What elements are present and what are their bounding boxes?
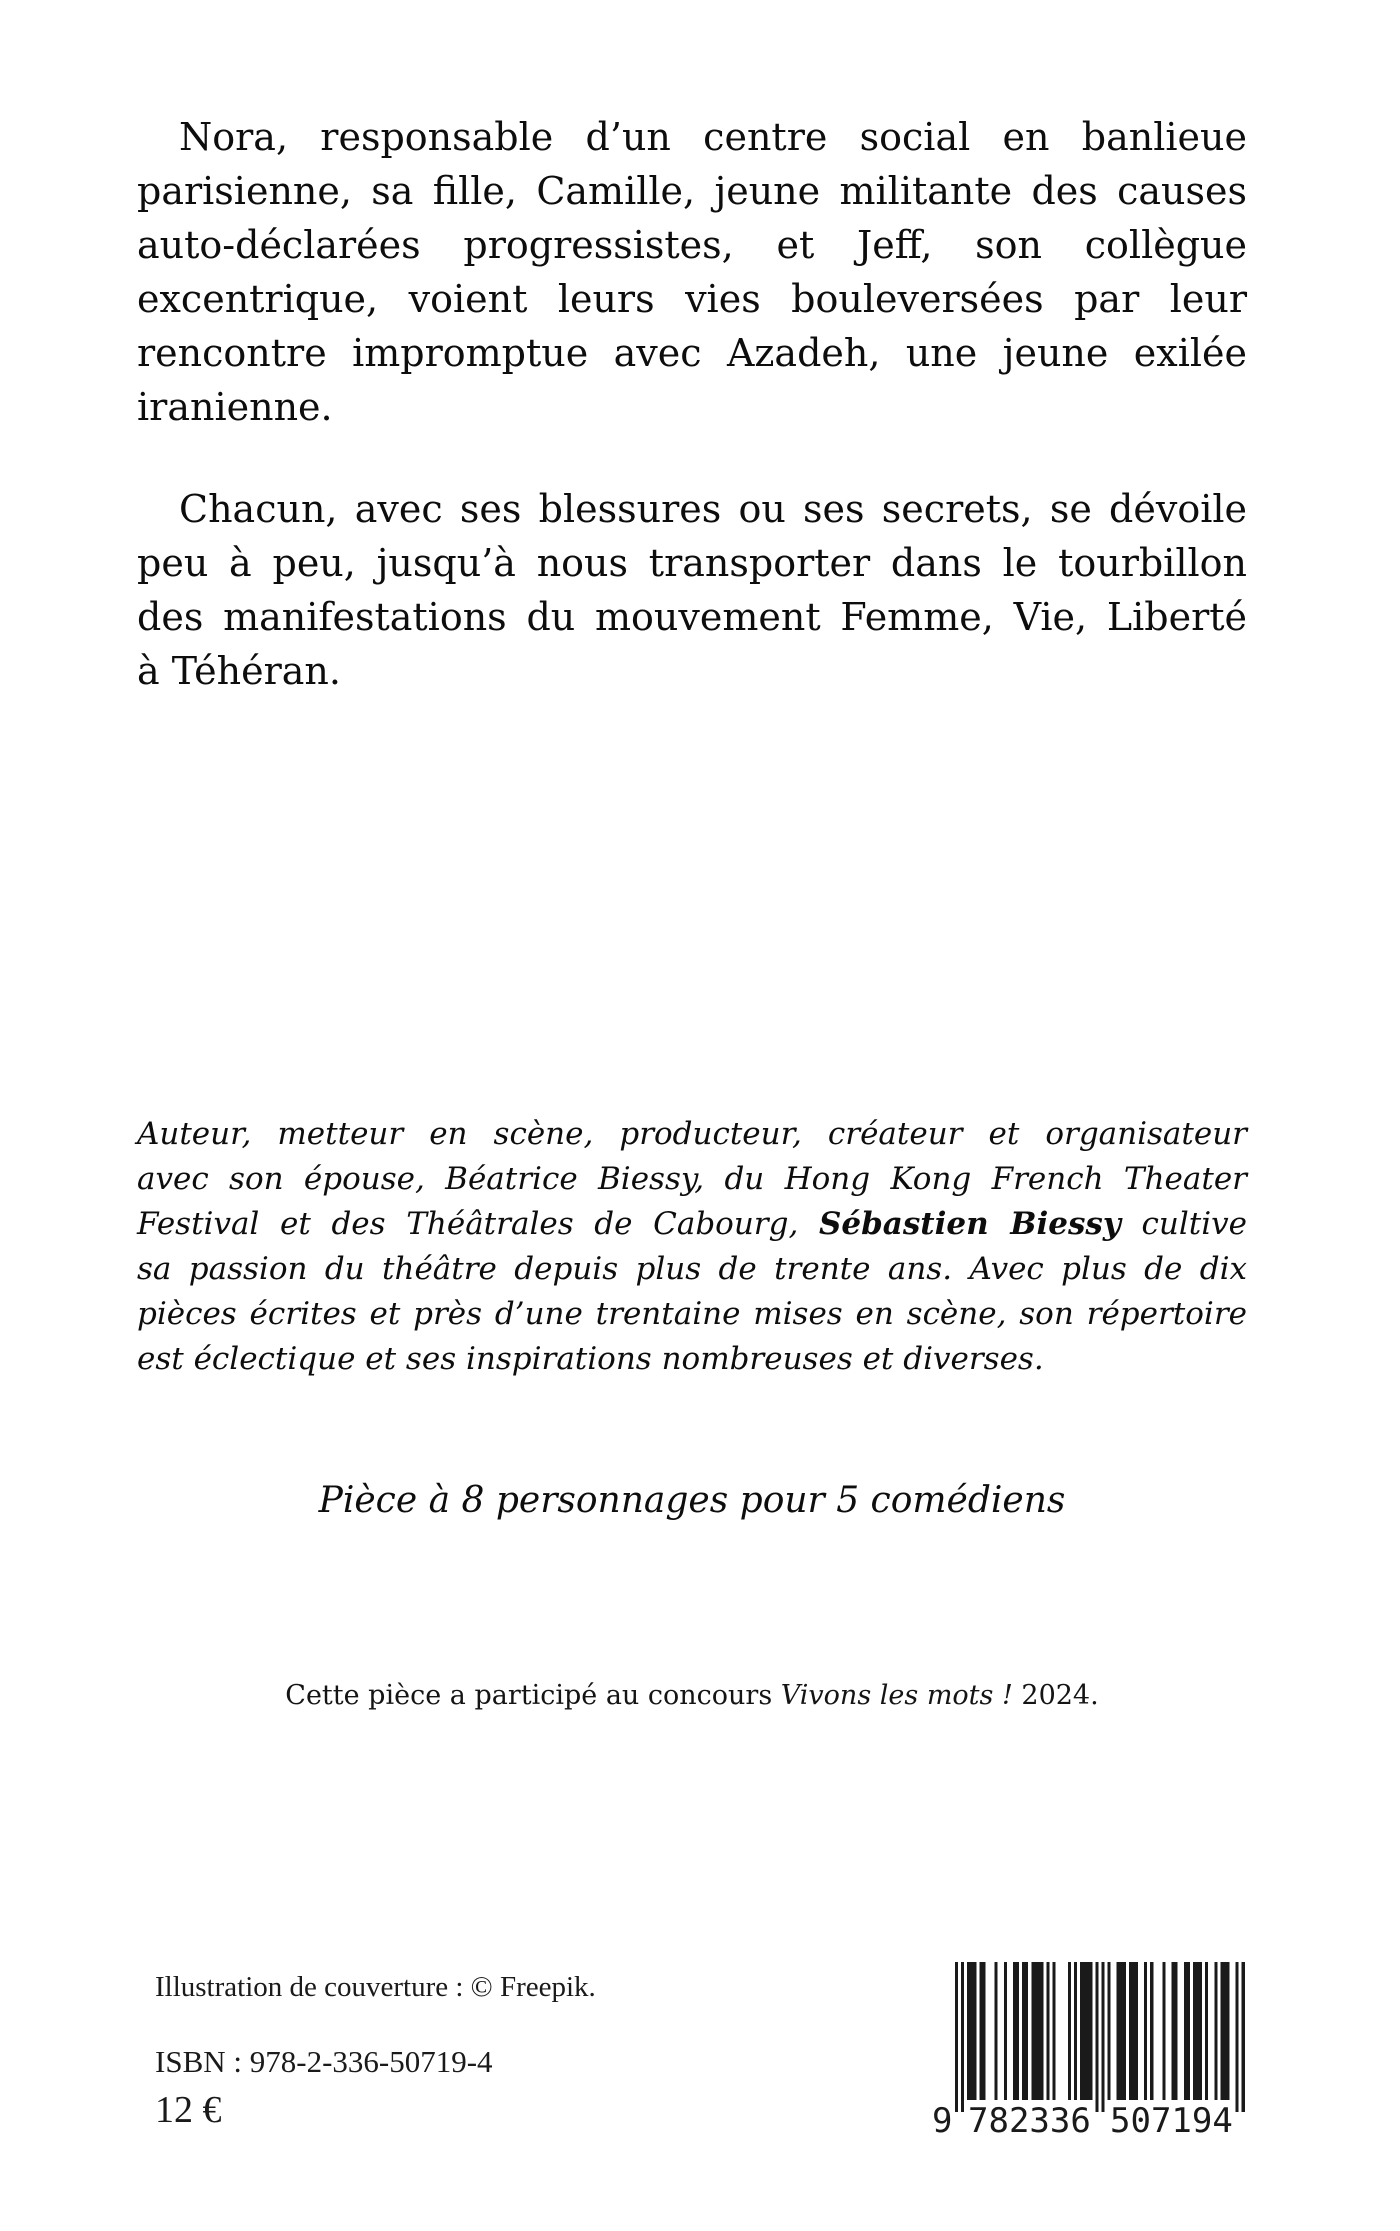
bio-line: sa passion du théâtre depuis plus de trente ans. Avec plus de dix: [137, 1251, 1247, 1287]
text-line: iranienne.: [137, 385, 333, 429]
bio-line-text: cultive: [1120, 1206, 1248, 1242]
barcode-digits-right: 507194: [1110, 2101, 1233, 2140]
bio-line: avec son épouse, Béatrice Biessy, du Hong Kong French Theater: [137, 1161, 1247, 1197]
text-line: peu à peu, jusqu’à nous transporter dans le tourbillon: [137, 541, 1247, 585]
text-line: Chacun, avec ses blessures ou ses secrets, se dévoile: [179, 487, 1247, 531]
text-line: rencontre impromptue avec Azadeh, une jeune exilée: [137, 331, 1247, 375]
text-line: parisienne, sa fille, Camille, jeune militante des causes: [137, 169, 1247, 213]
bio-line: pièces écrites et près d’une trentaine mises en scène, son répertoire: [137, 1296, 1247, 1332]
illustration-credit: Illustration de couverture : © Freepik.: [155, 1971, 596, 2003]
contest-note: [137, 1678, 1247, 1714]
bio-line-text: Festival et des Théâtrales de Cabourg,: [137, 1206, 819, 1242]
text-line: excentrique, voient leurs vies bouleversées par leur: [137, 277, 1247, 321]
barcode-digits-left: 782336: [968, 2101, 1091, 2140]
bio-line: est éclectique et ses inspirations nombreuses et diverses.: [137, 1341, 1044, 1377]
author-bio: [137, 1112, 1247, 1382]
barcode-bars: [955, 1962, 1245, 2112]
synopsis-paragraph-2: [137, 482, 1247, 698]
bio-line: Auteur, metteur en scène, producteur, créateur et organisateur: [137, 1116, 1247, 1152]
text-line: Nora, responsable d’un centre social en banlieue: [179, 115, 1247, 159]
barcode-digit-lead: 9: [932, 2101, 953, 2140]
isbn-line: ISBN : 978-2-336-50719-4: [155, 2044, 493, 2079]
contest-note-year: 2024.: [1012, 1680, 1099, 1711]
text-line: à Téhéran.: [137, 649, 341, 693]
contest-title-italic: Vivons les mots !: [780, 1680, 1013, 1711]
casting-note: Pièce à 8 personnages pour 5 comédiens: [318, 1480, 1066, 1521]
text-line: des manifestations du mouvement Femme, Vie, Liberté: [137, 595, 1247, 639]
price-label: 12 €: [155, 2089, 222, 2131]
author-name-bold: Sébastien Biessy: [818, 1206, 1121, 1242]
contest-note-text: Cette pièce a participé au concours: [285, 1680, 781, 1711]
text-line: auto-déclarées progressistes, et Jeff, son collègue: [137, 223, 1247, 267]
ean13-barcode: [930, 1962, 1260, 2140]
synopsis-paragraph-1: [137, 110, 1247, 434]
bio-line: [137, 1202, 1247, 1247]
